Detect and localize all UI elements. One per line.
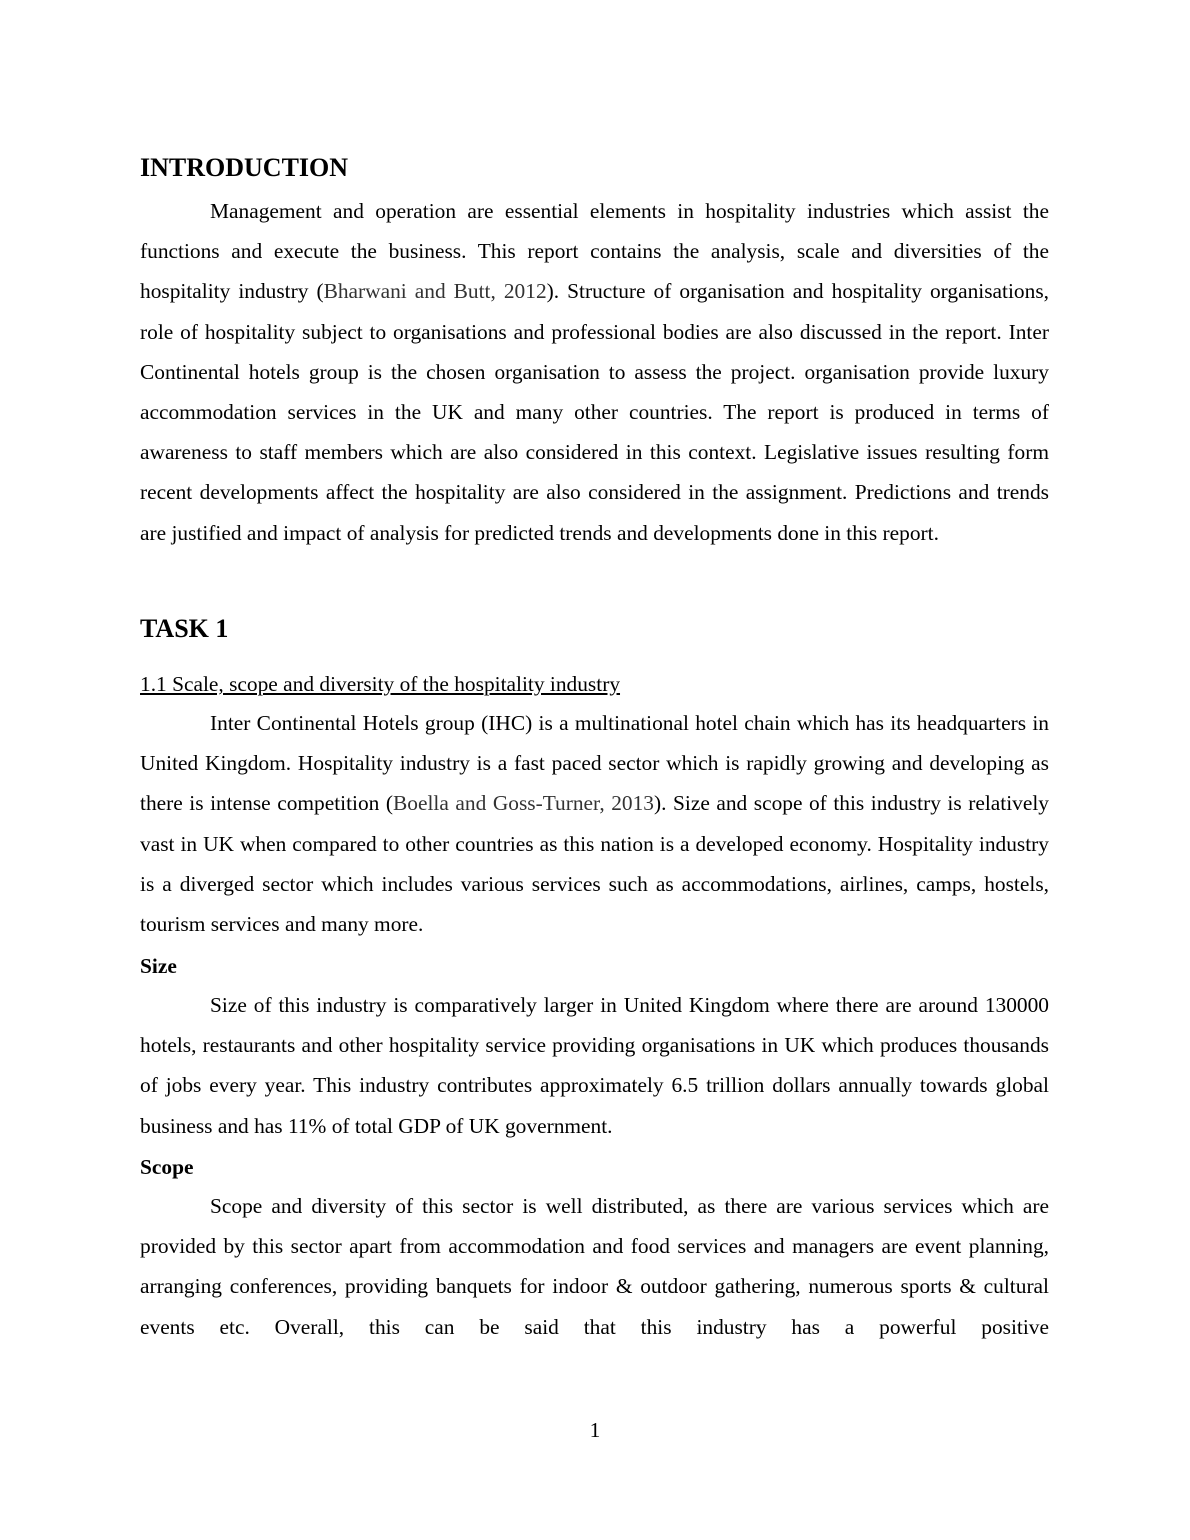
task1-paragraph: [140, 703, 1049, 944]
page-number: 1: [589, 1418, 601, 1442]
text: Inter Continental Hotels group (IHC) is a multinational hotel chain which has its headquarters in United Kingdom. Hospitality industry is a fast paced sector which is rapidly growing and developing as there is intense competition (: [140, 711, 1049, 816]
text: ). Size and scope of this industry is relatively vast in UK when compared to other countries as this nation is a developed economy. Hospitality industry is a diverged sector which includes various services such as accommodations, airlines, camps, hostels, tourism services and many more.: [140, 791, 1049, 937]
introduction-paragraph: [140, 191, 1049, 553]
scope-heading: Scope: [140, 1155, 194, 1179]
task1-heading: TASK 1: [140, 614, 229, 643]
scope-paragraph: Scope and diversity of this sector is well distributed, as there are various services which are provided by this sector apart from accommodation and food services and managers are event planning, arranging conferences, providing banquets for indoor & outdoor gathering, numerous sports & cultural events etc. Overall, this can be said that this industry has a powerful positive: [140, 1194, 1049, 1339]
text: ). Structure of organisation and hospitality organisations, role of hospitality subject to organisations and professional bodies are also discussed in the report. Inter Continental hotels group is the chosen organisation to assess the project. organisation provide luxury accommodation services in the UK and many other countries. The report is produced in terms of awareness to staff members which are also considered in this context. Legislative issues resulting form recent developments affect the hospitality are also considered in the assignment. Predictions and trends are justified and impact of analysis for predicted trends and developments done in this report.: [140, 279, 1049, 545]
citation: Bharwani and Butt, 2012: [323, 279, 547, 304]
section-subheading: 1.1 Scale, scope and diversity of the hospitality industry: [140, 672, 621, 696]
citation: Boella and Goss-Turner, 2013: [393, 791, 654, 816]
size-heading: Size: [140, 954, 177, 978]
introduction-heading: INTRODUCTION: [140, 153, 349, 182]
text: Management and operation are essential elements in hospitality industries which assist the functions and execute the business. This report contains the analysis, scale and diversities of the hospitality industry (: [140, 199, 1049, 304]
size-paragraph: Size of this industry is comparatively larger in United Kingdom where there are around 130000 hotels, restaurants and other hospitality service providing organisations in UK which produces thousands of jobs every year. This industry contributes approximately 6.5 trillion dollars annually towards global business and has 11% of total GDP of UK government.: [140, 993, 1049, 1138]
